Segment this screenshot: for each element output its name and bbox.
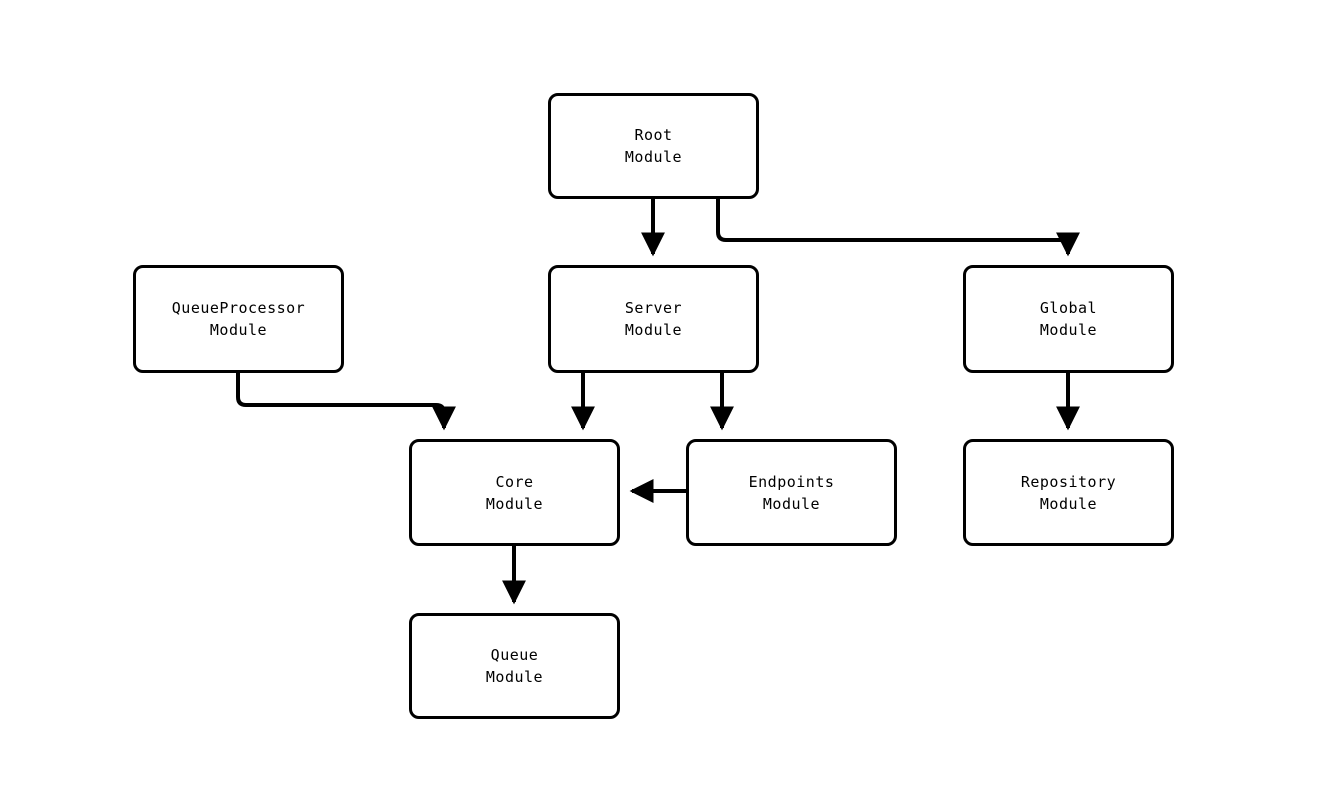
node-global-module[interactable] bbox=[963, 265, 1174, 373]
node-core-module[interactable] bbox=[409, 439, 620, 546]
node-label-line1: QueueProcessor bbox=[171, 299, 306, 317]
node-label-line2: Module bbox=[624, 321, 683, 339]
edge-root-to-global bbox=[718, 199, 1068, 254]
node-label-line1: Server bbox=[624, 299, 683, 317]
node-label-line2: Module bbox=[209, 321, 268, 339]
node-queue-module[interactable] bbox=[409, 613, 620, 719]
node-repository-module[interactable] bbox=[963, 439, 1174, 546]
node-label-line2: Module bbox=[485, 668, 544, 686]
node-label-line1: Global bbox=[1039, 299, 1098, 317]
node-label-line1: Root bbox=[634, 126, 673, 144]
edge-queueprocessor-to-core bbox=[238, 373, 444, 428]
node-label-line1: Endpoints bbox=[748, 472, 835, 491]
node-root-module[interactable] bbox=[548, 93, 759, 199]
node-label-line2: Module bbox=[762, 494, 821, 513]
node-label-line2: Module bbox=[1039, 494, 1098, 513]
node-label-line2: Module bbox=[624, 148, 683, 166]
node-label-line2: Module bbox=[1039, 321, 1098, 339]
node-label-line1: Core bbox=[495, 472, 534, 491]
node-label-line2: Module bbox=[485, 494, 544, 513]
node-label-line1: Queue bbox=[490, 646, 539, 664]
node-label-line1: Repository bbox=[1020, 472, 1117, 491]
node-queueprocessor-module[interactable] bbox=[133, 265, 344, 373]
node-endpoints-module[interactable] bbox=[686, 439, 897, 546]
node-server-module[interactable] bbox=[548, 265, 759, 373]
